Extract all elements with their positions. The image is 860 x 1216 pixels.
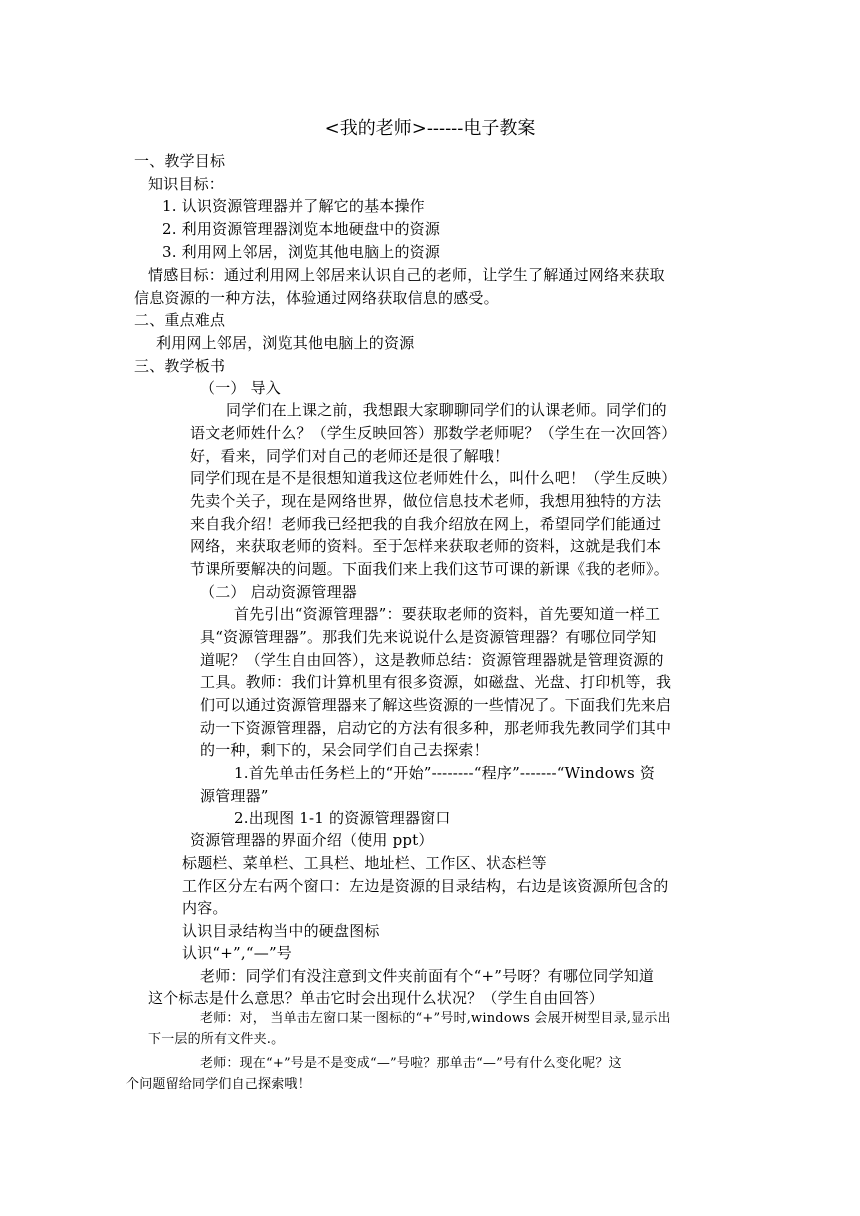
key-points-text: 利用网上邻居，浏览其他电脑上的资源 — [156, 334, 415, 352]
paragraph-line: 工作区分左右两个窗口：左边是资源的目录结构，右边是该资源所包含的 — [182, 877, 669, 895]
paragraph-line: 首先引出“资源管理器”：要获取老师的资料，首先要知道一样工 — [234, 605, 661, 623]
goal-item-2: 2. 利用资源管理器浏览本地硬盘中的资源 — [162, 220, 441, 238]
paragraph-line: 的一种，剩下的，呆会同学们自己去探索！ — [200, 741, 489, 759]
paragraph-line: 认识“+”,“—”号 — [182, 944, 293, 962]
paragraph-line: 来自我介绍！老师我已经把我的自我介绍放在网上，希望同学们能通过 — [190, 515, 662, 533]
paragraph-line: 老师：现在“+”号是不是变成“—”号啦？那单击“—”号有什么变化呢？这 — [200, 1056, 622, 1071]
heading-key-points: 二、重点难点 — [134, 311, 226, 329]
paragraph-line: 语文老师姓什么？（学生反映回答）那数学老师呢？（学生在一次回答） — [190, 424, 677, 442]
paragraph-line: 道呢？（学生自由回答），这是教师总结：资源管理器就是管理资源的 — [200, 651, 664, 669]
document-title: <我的老师>------电子教案 — [324, 118, 536, 139]
emotion-goals-line-1: 情感目标：通过利用网上邻居来认识自己的老师，让学生了解通过网络来获取 — [148, 266, 665, 284]
step-1-line-1: 1.首先单击任务栏上的“开始”--------“程序”-------“Windows 资 — [234, 764, 656, 782]
knowledge-goals-label: 知识目标： — [148, 175, 225, 193]
paragraph-line: 这个标志是什么意思？单击它时会出现什么状况？（学生自由回答） — [148, 989, 605, 1007]
paragraph-line: 先卖个关子，现在是网络世界，做位信息技术老师，我想用独特的方法 — [190, 492, 662, 510]
emotion-goals-line-2: 信息资源的一种方法，体验通过网络获取信息的感受。 — [134, 289, 499, 307]
heading-board-plan: 三、教学板书 — [134, 357, 226, 375]
heading-teaching-goals: 一、教学目标 — [134, 152, 226, 170]
step-1-line-2: 源管理器” — [200, 787, 269, 805]
paragraph-line: 同学们现在是不是很想知道我这位老师姓什么，叫什么吧！（学生反映） — [190, 469, 677, 487]
paragraph-line: 具“资源管理器”。那我们先来说说什么是资源管理器？有哪位同学知 — [200, 628, 657, 646]
paragraph-line: 内容。 — [182, 899, 228, 917]
paragraph-line: 下一层的所有文件夹.。 — [148, 1032, 285, 1047]
paragraph-line: 网络，来获取老师的资料。至于怎样来获取老师的资料，这就是我们本 — [190, 537, 662, 555]
goal-item-3: 3. 利用网上邻居，浏览其他电脑上的资源 — [162, 243, 441, 261]
section-explorer-heading: （二） 启动资源管理器 — [200, 583, 357, 601]
paragraph-line: 好，看来，同学们对自己的老师还是很了解哦！ — [190, 447, 510, 465]
goal-item-1: 1. 认识资源管理器并了解它的基本操作 — [162, 197, 425, 215]
paragraph-line: 个问题留给同学们自己探索哦！ — [126, 1077, 311, 1092]
paragraph-line: 工具。教师：我们计算机里有很多资源，如磁盘、光盘、打印机等，我 — [200, 673, 672, 691]
paragraph-line: 老师：对， 当单击左窗口某一图标的“+”号时,windows 会展开树型目录,显示出 — [200, 1011, 671, 1026]
paragraph-line: 老师：同学们有没注意到文件夹前面有个“+”号呀？有哪位同学知道 — [200, 967, 655, 985]
paragraph-line: 标题栏、菜单栏、工具栏、地址栏、工作区、状态栏等 — [182, 854, 547, 872]
section-intro-heading: （一） 导入 — [200, 379, 281, 397]
paragraph-line: 动一下资源管理器，启动它的方法有很多种，那老师我先教同学们其中 — [200, 719, 672, 737]
paragraph-line: 认识目录结构当中的硬盘图标 — [182, 922, 380, 940]
paragraph-line: 们可以通过资源管理器来了解这些资源的一些情况了。下面我们先来启 — [200, 696, 672, 714]
step-2: 2.出现图 1-1 的资源管理器窗口 — [234, 809, 451, 827]
paragraph-line: 节课所要解决的问题。下面我们来上我们这节可课的新课《我的老师》。 — [190, 560, 669, 578]
paragraph-line: 同学们在上课之前，我想跟大家聊聊同学们的认课老师。同学们的 — [226, 401, 667, 419]
paragraph-line: 资源管理器的界面介绍（使用 ppt） — [190, 831, 434, 849]
